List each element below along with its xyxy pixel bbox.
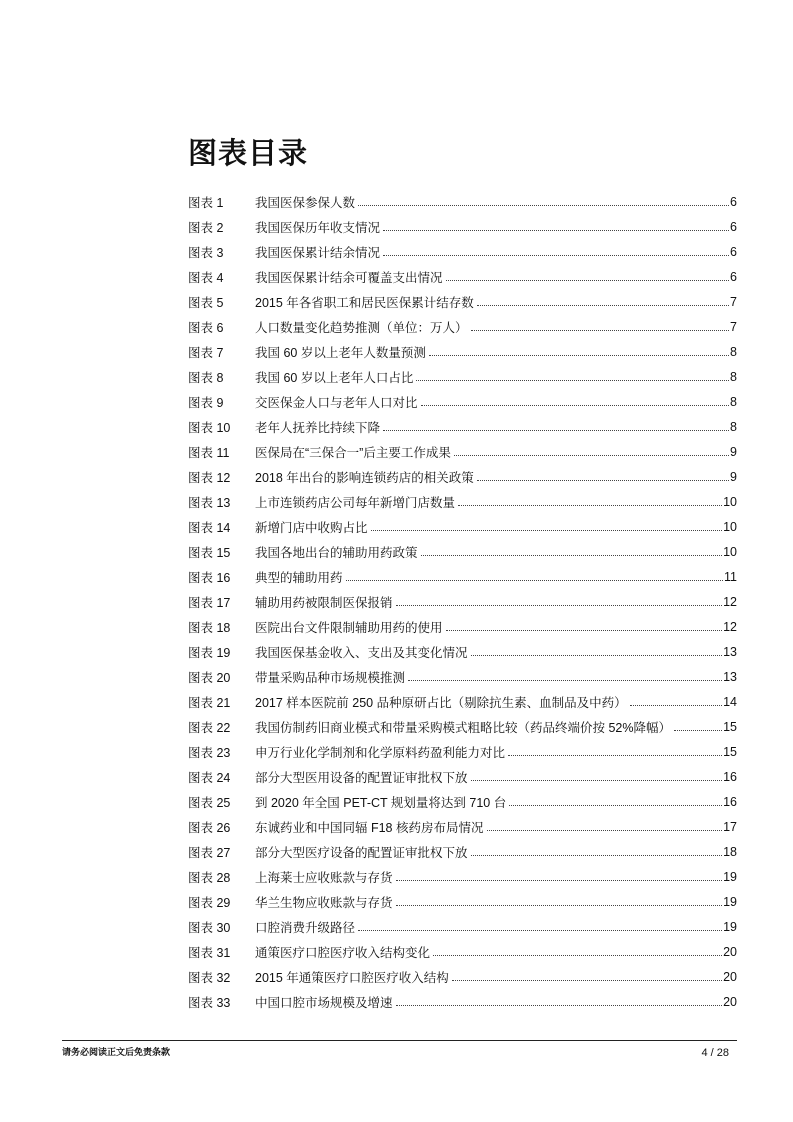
entry-page: 20 <box>723 969 737 984</box>
entry-label: 图表 30 <box>188 920 231 935</box>
toc-entry[interactable] <box>188 289 737 314</box>
entry-label: 图表 2 <box>188 220 224 235</box>
dot-leader <box>383 255 729 256</box>
dot-leader <box>371 530 723 531</box>
toc-entry[interactable] <box>188 689 737 714</box>
entry-label: 图表 17 <box>188 595 231 610</box>
entry-page: 9 <box>730 469 737 484</box>
entry-page: 19 <box>723 894 737 909</box>
entry-label: 图表 10 <box>188 420 231 435</box>
entry-label: 图表 26 <box>188 820 231 835</box>
entry-page: 8 <box>730 419 737 434</box>
toc-entry[interactable] <box>188 239 737 264</box>
toc-entry[interactable] <box>188 589 737 614</box>
entry-title: 华兰生物应收账款与存货 <box>255 895 393 910</box>
entry-page: 15 <box>723 744 737 759</box>
entry-page: 10 <box>723 494 737 509</box>
page-number: 4 / 28 <box>701 1047 729 1059</box>
entry-title: 我国各地出台的辅助用药政策 <box>255 545 418 560</box>
entry-title: 我国医保基金收入、支出及其变化情况 <box>255 645 468 660</box>
entry-label: 图表 8 <box>188 370 224 385</box>
dot-leader <box>421 405 730 406</box>
entry-page: 8 <box>730 344 737 359</box>
entry-label: 图表 14 <box>188 520 231 535</box>
entry-title: 辅助用药被限制医保报销 <box>255 595 393 610</box>
entry-title: 新增门店中收购占比 <box>255 520 368 535</box>
entry-title: 我国仿制药旧商业模式和带量采购模式粗略比较（药品终端价按 52%降幅） <box>255 720 671 735</box>
entry-label: 图表 28 <box>188 870 231 885</box>
entry-label: 图表 5 <box>188 295 224 310</box>
dot-leader <box>477 480 729 481</box>
entry-title: 带量采购品种市场规模推测 <box>255 670 406 685</box>
entry-page: 15 <box>723 719 737 734</box>
dot-leader <box>396 1005 723 1006</box>
dot-leader <box>509 805 722 806</box>
dot-leader <box>396 905 723 906</box>
footer-divider <box>62 1040 737 1041</box>
entry-title: 我国医保历年收支情况 <box>255 220 381 235</box>
dot-leader <box>487 830 723 831</box>
toc-entry[interactable] <box>188 989 737 1014</box>
entry-title: 老年人抚养比持续下降 <box>255 420 381 435</box>
entry-title: 申万行业化学制剂和化学原料药盈利能力对比 <box>255 745 506 760</box>
entry-title: 2017 样本医院前 250 品种原研占比（剔除抗生素、血制品及中药） <box>255 695 627 710</box>
toc-entry[interactable] <box>188 314 737 339</box>
entry-label: 图表 22 <box>188 720 231 735</box>
entry-label: 图表 32 <box>188 970 231 985</box>
dot-leader <box>446 630 723 631</box>
toc-entry[interactable] <box>188 814 737 839</box>
dot-leader <box>383 430 729 431</box>
entry-title: 中国口腔市场规模及增速 <box>255 995 393 1010</box>
entry-title: 上海莱士应收账款与存货 <box>255 870 393 885</box>
entry-label: 图表 23 <box>188 745 231 760</box>
entry-label: 图表 3 <box>188 245 224 260</box>
entry-label: 图表 15 <box>188 545 231 560</box>
dot-leader <box>508 755 722 756</box>
toc-entry[interactable] <box>188 664 737 689</box>
dot-leader <box>408 680 722 681</box>
dot-leader <box>433 955 722 956</box>
dot-leader <box>454 455 729 456</box>
entry-page: 6 <box>730 194 737 209</box>
entry-page: 6 <box>730 219 737 234</box>
entry-title: 典型的辅助用药 <box>255 570 343 585</box>
entry-page: 6 <box>730 244 737 259</box>
toc-entry[interactable] <box>188 514 737 539</box>
entry-page: 10 <box>723 544 737 559</box>
toc-entry[interactable] <box>188 439 737 464</box>
entry-title: 医保局在“三保合一”后主要工作成果 <box>255 445 451 460</box>
entry-label: 图表 19 <box>188 645 231 660</box>
entry-title: 我国医保累计结余可覆盖支出情况 <box>255 270 443 285</box>
entry-label: 图表 21 <box>188 695 231 710</box>
dot-leader <box>416 380 729 381</box>
entry-title: 到 2020 年全国 PET-CT 规划量将达到 710 台 <box>255 795 507 810</box>
entry-label: 图表 29 <box>188 895 231 910</box>
entry-label: 图表 24 <box>188 770 231 785</box>
entry-title: 我国医保累计结余情况 <box>255 245 381 260</box>
entry-title: 2015 年各省职工和居民医保累计结存数 <box>255 295 474 310</box>
entry-label: 图表 31 <box>188 945 231 960</box>
toc-entry[interactable] <box>188 539 737 564</box>
dot-leader <box>396 605 723 606</box>
entry-page: 12 <box>723 594 737 609</box>
dot-leader <box>458 505 722 506</box>
entry-label: 图表 6 <box>188 320 224 335</box>
dot-leader <box>630 705 723 706</box>
toc-entry[interactable] <box>188 564 737 589</box>
entry-page: 19 <box>723 869 737 884</box>
entry-page: 9 <box>730 444 737 459</box>
entry-page: 12 <box>723 619 737 634</box>
entry-label: 图表 11 <box>188 445 230 460</box>
entry-label: 图表 1 <box>188 195 224 210</box>
entry-title: 通策医疗口腔医疗收入结构变化 <box>255 945 431 960</box>
entry-page: 14 <box>723 694 737 709</box>
toc-entry[interactable] <box>188 864 737 889</box>
toc-entry[interactable] <box>188 889 737 914</box>
toc-entry[interactable] <box>188 189 737 214</box>
dot-leader <box>477 305 729 306</box>
toc-entry[interactable] <box>188 214 737 239</box>
entry-title: 交医保金人口与老年人口对比 <box>255 395 418 410</box>
entry-title: 口腔消费升级路径 <box>255 920 356 935</box>
entry-page: 19 <box>723 919 737 934</box>
entry-label: 图表 7 <box>188 345 224 360</box>
entry-page: 16 <box>723 769 737 784</box>
entry-label: 图表 20 <box>188 670 231 685</box>
dot-leader <box>358 205 729 206</box>
toc-entry[interactable] <box>188 464 737 489</box>
entry-title: 部分大型医疗设备的配置证审批权下放 <box>255 845 468 860</box>
entry-title: 2018 年出台的影响连锁药店的相关政策 <box>255 470 474 485</box>
toc-entry[interactable] <box>188 264 737 289</box>
toc-entry[interactable] <box>188 914 737 939</box>
footer-disclaimer: 请务必阅读正文后免责条款 <box>62 1047 171 1057</box>
dot-leader <box>452 980 722 981</box>
entry-page: 8 <box>730 369 737 384</box>
entry-title: 部分大型医用设备的配置证审批权下放 <box>255 770 468 785</box>
entry-label: 图表 27 <box>188 845 231 860</box>
entry-title: 人口数量变化趋势推测（单位：万人） <box>255 320 468 335</box>
dot-leader <box>358 930 722 931</box>
entry-title: 我国 60 岁以上老年人数量预测 <box>255 345 426 360</box>
dot-leader <box>346 580 724 581</box>
entry-label: 图表 25 <box>188 795 231 810</box>
entry-title: 医院出台文件限制辅助用药的使用 <box>255 620 443 635</box>
toc-entry[interactable] <box>188 839 737 864</box>
entry-title: 我国 60 岁以上老年人口占比 <box>255 370 414 385</box>
toc-entry[interactable] <box>188 614 737 639</box>
toc-entry[interactable] <box>188 739 737 764</box>
entry-title: 2015 年通策医疗口腔医疗收入结构 <box>255 970 449 985</box>
entry-page: 13 <box>723 644 737 659</box>
dot-leader <box>383 230 729 231</box>
toc-entry[interactable] <box>188 764 737 789</box>
toc-entry[interactable] <box>188 414 737 439</box>
entry-page: 10 <box>723 519 737 534</box>
toc-entry[interactable] <box>188 364 737 389</box>
entry-title: 上市连锁药店公司每年新增门店数量 <box>255 495 456 510</box>
toc-entry[interactable] <box>188 489 737 514</box>
entry-page: 16 <box>723 794 737 809</box>
toc-entry[interactable] <box>188 939 737 964</box>
entry-page: 17 <box>723 819 737 834</box>
entry-page: 8 <box>730 394 737 409</box>
dot-leader <box>396 880 723 881</box>
dot-leader <box>429 355 729 356</box>
entry-page: 20 <box>723 994 737 1009</box>
toc-entry[interactable] <box>188 389 737 414</box>
dot-leader <box>446 280 730 281</box>
entry-title: 东诚药业和中国同辐 F18 核药房布局情况 <box>255 820 484 835</box>
entry-page: 7 <box>730 294 737 309</box>
toc-entry[interactable] <box>188 964 737 989</box>
toc-entry[interactable] <box>188 714 737 739</box>
entry-page: 20 <box>723 944 737 959</box>
entry-label: 图表 18 <box>188 620 231 635</box>
entry-page: 11 <box>724 569 737 584</box>
entry-label: 图表 9 <box>188 395 224 410</box>
entry-label: 图表 16 <box>188 570 231 585</box>
entry-label: 图表 12 <box>188 470 231 485</box>
toc-entry[interactable] <box>188 639 737 664</box>
entry-label: 图表 13 <box>188 495 231 510</box>
entry-page: 6 <box>730 269 737 284</box>
table-of-figures <box>188 189 737 1014</box>
entry-label: 图表 4 <box>188 270 224 285</box>
dot-leader <box>674 730 722 731</box>
toc-entry[interactable] <box>188 789 737 814</box>
dot-leader <box>471 780 723 781</box>
entry-title: 我国医保参保人数 <box>255 195 356 210</box>
entry-page: 13 <box>723 669 737 684</box>
page-title: 图表目录 <box>188 138 309 170</box>
dot-leader <box>471 655 723 656</box>
entry-page: 7 <box>730 319 737 334</box>
entry-label: 图表 33 <box>188 995 231 1010</box>
entry-page: 18 <box>723 844 737 859</box>
toc-entry[interactable] <box>188 339 737 364</box>
dot-leader <box>471 855 723 856</box>
dot-leader <box>471 330 730 331</box>
dot-leader <box>421 555 723 556</box>
